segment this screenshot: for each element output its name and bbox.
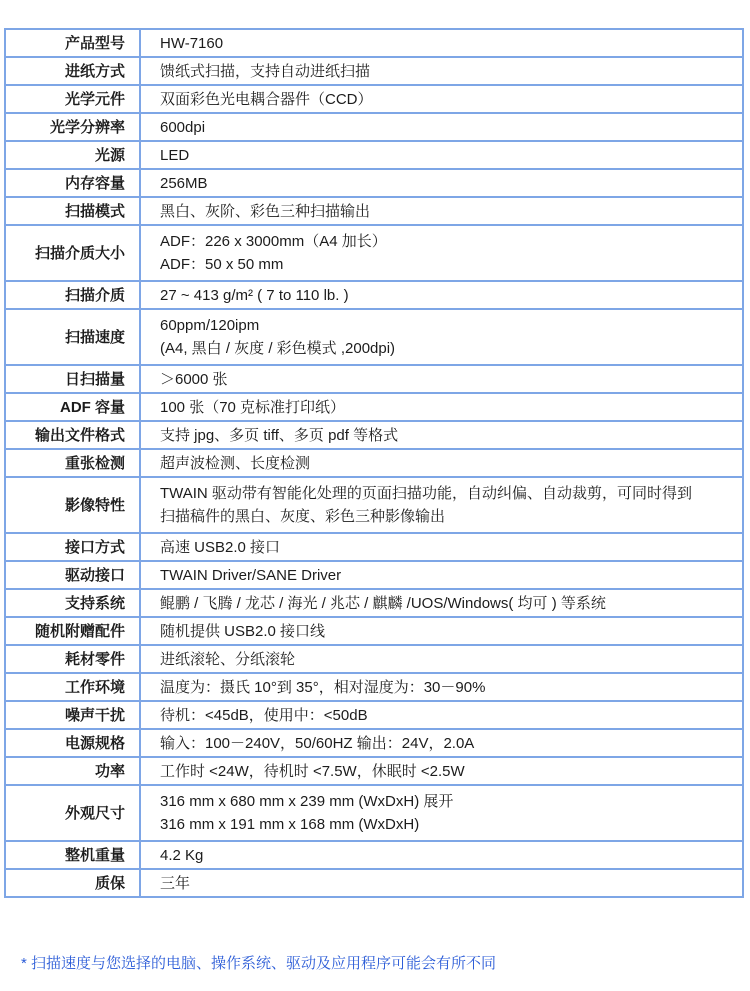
spec-label: 质保: [5, 869, 140, 897]
spec-label: 扫描模式: [5, 197, 140, 225]
spec-row: [5, 841, 743, 869]
spec-value: [140, 449, 743, 477]
spec-row: [5, 225, 743, 281]
spec-row: [5, 645, 743, 673]
spec-value: [140, 589, 743, 617]
spec-value: [140, 281, 743, 309]
spec-value: [140, 29, 743, 57]
spec-value: [140, 113, 743, 141]
spec-value-line: ADF：226 x 3000mm（A4 加长）: [160, 233, 387, 250]
footnote: * 扫描速度与您选择的电脑、操作系统、驱动及应用程序可能会有所不同: [21, 955, 497, 972]
spec-value: [140, 701, 743, 729]
spec-value-line: 600dpi: [160, 118, 206, 136]
spec-label: 驱动接口: [5, 561, 140, 589]
spec-row: [5, 57, 743, 85]
spec-value: [140, 869, 743, 897]
spec-row: [5, 197, 743, 225]
spec-label: 工作环境: [5, 673, 140, 701]
spec-value-line: 工作时 <24W，待机时 <7.5W，休眠时 <2.5W: [160, 762, 465, 780]
spec-value-line: 超声波检测、长度检测: [160, 454, 311, 472]
spec-value-line: 高速 USB2.0 接口: [160, 538, 281, 556]
spec-label: 光学元件: [5, 85, 140, 113]
spec-label: 光源: [5, 141, 140, 169]
spec-row: [5, 589, 743, 617]
spec-row: [5, 141, 743, 169]
spec-label: 扫描速度: [5, 309, 140, 365]
spec-row: [5, 561, 743, 589]
spec-table: [4, 28, 744, 898]
spec-value-line: ADF：50 x 50 mm: [160, 256, 284, 273]
spec-value-line: 待机：<45dB，使用中：<50dB: [160, 706, 368, 724]
spec-value: [140, 645, 743, 673]
spec-row: [5, 169, 743, 197]
spec-value: [140, 309, 743, 365]
spec-row: [5, 617, 743, 645]
spec-row: [5, 29, 743, 57]
spec-row: [5, 701, 743, 729]
spec-label: ADF 容量: [5, 393, 140, 421]
spec-value-line: 鲲鹏 / 飞腾 / 龙芯 / 海光 / 兆芯 / 麒麟 /UOS/Windows( 均可 ) 等系统: [160, 594, 606, 612]
spec-row: [5, 757, 743, 785]
spec-table-body: [5, 29, 743, 897]
spec-value-line: 馈纸式扫描，支持自动进纸扫描: [160, 62, 371, 80]
spec-value: [140, 393, 743, 421]
spec-value-line: 4.2 Kg: [160, 846, 204, 864]
spec-label: 输出文件格式: [5, 421, 140, 449]
spec-value-line: 进纸滚轮、分纸滚轮: [160, 650, 296, 668]
spec-value: [140, 785, 743, 841]
spec-value-line: 100 张（70 克标准打印纸）: [160, 398, 346, 416]
spec-value-line: 27 ~ 413 g/m² ( 7 to 110 lb. ): [160, 286, 349, 304]
spec-row: [5, 281, 743, 309]
spec-row: [5, 449, 743, 477]
spec-value-line: 随机提供 USB2.0 接口线: [160, 622, 326, 640]
spec-value: [140, 617, 743, 645]
spec-label: 功率: [5, 757, 140, 785]
spec-row: [5, 309, 743, 365]
spec-value: [140, 561, 743, 589]
spec-value-line: LED: [160, 146, 190, 164]
spec-value-line: 黑白、灰阶、彩色三种扫描输出: [160, 202, 371, 220]
spec-row: [5, 365, 743, 393]
spec-value-line: TWAIN Driver/SANE Driver: [160, 566, 342, 584]
spec-row: [5, 533, 743, 561]
spec-value: [140, 57, 743, 85]
spec-value-line: (A4, 黑白 / 灰度 / 彩色模式 ,200dpi): [160, 340, 396, 357]
spec-row: [5, 421, 743, 449]
spec-label: 耗材零件: [5, 645, 140, 673]
spec-value-line: 扫描稿件的黑白、灰度、彩色三种影像输出: [160, 508, 446, 525]
spec-value-line: 60ppm/120ipm: [160, 317, 260, 334]
spec-label: 内存容量: [5, 169, 140, 197]
spec-value-line: ＞6000 张: [160, 370, 228, 388]
spec-value: [140, 533, 743, 561]
spec-value-line: 316 mm x 191 mm x 168 mm (WxDxH): [160, 816, 420, 833]
spec-label: 日扫描量: [5, 365, 140, 393]
spec-row: [5, 869, 743, 897]
spec-value: [140, 85, 743, 113]
spec-label: 电源规格: [5, 729, 140, 757]
spec-value: [140, 477, 743, 533]
spec-value: [140, 365, 743, 393]
spec-row: [5, 477, 743, 533]
spec-value-line: HW-7160: [160, 34, 224, 52]
spec-label: 随机附赠配件: [5, 617, 140, 645]
spec-value: [140, 225, 743, 281]
spec-label: 噪声干扰: [5, 701, 140, 729]
spec-label: 整机重量: [5, 841, 140, 869]
spec-label: 扫描介质: [5, 281, 140, 309]
spec-value: [140, 841, 743, 869]
spec-value: [140, 729, 743, 757]
spec-label: 光学分辨率: [5, 113, 140, 141]
spec-label: 外观尺寸: [5, 785, 140, 841]
spec-label: 重张检测: [5, 449, 140, 477]
spec-value-line: TWAIN 驱动带有智能化处理的页面扫描功能，自动纠偏、自动裁剪，可同时得到: [160, 485, 692, 502]
spec-label: 支持系统: [5, 589, 140, 617]
spec-value: [140, 421, 743, 449]
spec-row: [5, 785, 743, 841]
spec-value: [140, 757, 743, 785]
spec-label: 接口方式: [5, 533, 140, 561]
spec-row: [5, 393, 743, 421]
spec-value-line: 三年: [160, 874, 191, 892]
spec-label: 产品型号: [5, 29, 140, 57]
spec-row: [5, 85, 743, 113]
spec-row: [5, 673, 743, 701]
spec-value: [140, 673, 743, 701]
spec-value: [140, 197, 743, 225]
spec-value-line: 双面彩色光电耦合器件（CCD）: [160, 90, 373, 108]
spec-label: 进纸方式: [5, 57, 140, 85]
spec-label: 影像特性: [5, 477, 140, 533]
spec-row: [5, 729, 743, 757]
spec-row: [5, 113, 743, 141]
spec-value-line: 支持 jpg、多页 tiff、多页 pdf 等格式: [160, 426, 399, 444]
spec-value-line: 输入：100－240V，50/60HZ 输出：24V，2.0A: [160, 734, 475, 752]
spec-value-line: 256MB: [160, 174, 208, 192]
spec-value: [140, 169, 743, 197]
spec-value: [140, 141, 743, 169]
spec-value-line: 温度为：摄氏 10°到 35°，相对湿度为：30－90%: [160, 678, 486, 696]
spec-value-line: 316 mm x 680 mm x 239 mm (WxDxH) 展开: [160, 793, 454, 810]
spec-label: 扫描介质大小: [5, 225, 140, 281]
